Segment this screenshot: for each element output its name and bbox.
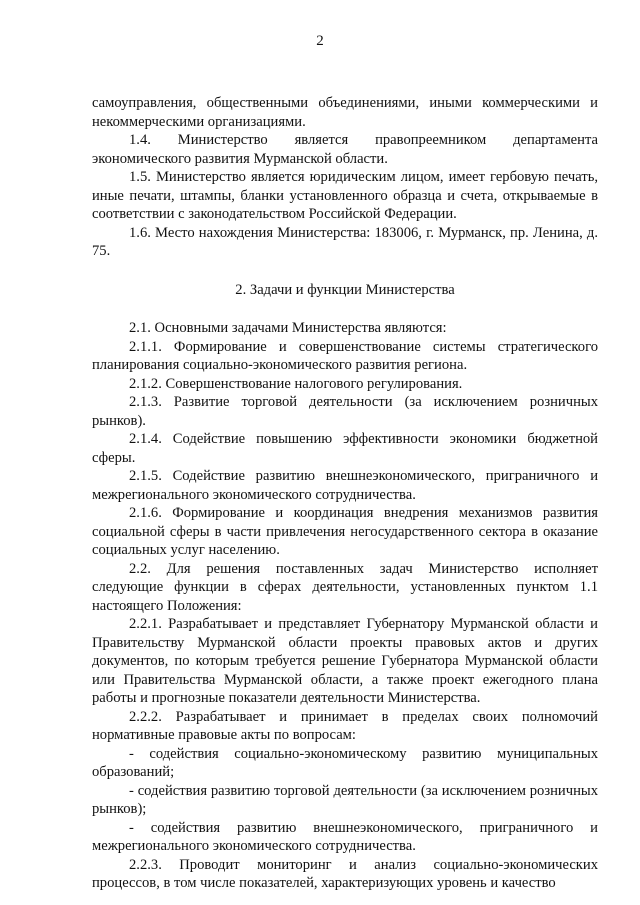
list-item-cooperation: - содействия развитию внешнеэкономического, приграничного и межрегионального экономического сотрудничества. (92, 819, 598, 854)
paragraph-2-1-6: 2.1.6. Формирование и координация внедрения механизмов развития социальной сферы в части привлечения негосударственного сектора в оказание социальных услуг населению. (92, 505, 598, 558)
paragraph-2-2-1: 2.2.1. Разрабатывает и представляет Губернатору Мурманской области и Правительству Мурманской области проекты правовых актов и других документов, по которым требуется решение Губернатора Мурманской области или Правительства Мурманской области, а также проект ежегодного плана работы и прогнозные показатели деятельности Министерства. (92, 616, 598, 706)
paragraph-2-1-2: 2.1.2. Совершенствование налогового регулирования. (129, 375, 463, 392)
paragraph-2-1-1: 2.1.1. Формирование и совершенствование системы стратегического планирования социально-экономического развития региона. (92, 338, 598, 373)
paragraph-1-5: 1.5. Министерство является юридическим лицом, имеет гербовую печать, иные печати, штампы, бланки установленного образца и счета, открываемые в соответствии с законодательством Российской Федерации. (92, 169, 598, 222)
paragraph-2-2: 2.2. Для решения поставленных задач Министерство исполняет следующие функции в сферах деятельности, установленных пунктом 1.1 настоящего Положения: (92, 560, 598, 614)
paragraph-2-2-2: 2.2.2. Разрабатывает и принимает в пределах своих полномочий нормативные правовые акты по вопросам: (92, 708, 598, 743)
paragraph-2-1-3: 2.1.3. Развитие торговой деятельности (за исключением розничных рынков). (92, 394, 598, 429)
document-body (92, 94, 598, 893)
page-number: 2 (316, 33, 324, 49)
paragraph-1-4: 1.4. Министерство является правопреемником департамента экономического развития Мурманской области. (92, 132, 598, 167)
list-item-trade: - содействия развитию торговой деятельности (за исключением розничных рынков); (92, 782, 598, 817)
paragraph-continuation: самоуправления, общественными объединениями, иными коммерческими и некоммерческими организациями. (92, 95, 598, 130)
paragraph-2-2-3: 2.2.3. Проводит мониторинг и анализ социально-экономических процессов, в том числе показателей, характеризующих уровень и качество (92, 856, 598, 891)
paragraph-1-6: 1.6. Место нахождения Министерства: 183006, г. Мурманск, пр. Ленина, д. 75. (92, 224, 598, 259)
paragraph-2-1-5: 2.1.5. Содействие развитию внешнеэкономического, приграничного и межрегионального экономического сотрудничества. (92, 468, 598, 503)
paragraph-2-1: 2.1. Основными задачами Министерства являются: (129, 320, 447, 336)
list-item-municipal: - содействия социально-экономическому развитию муниципальных образований; (92, 745, 598, 780)
paragraph-2-1-4: 2.1.4. Содействие повышению эффективности экономики бюджетной сферы. (92, 431, 598, 466)
section-heading: 2. Задачи и функции Министерства (235, 281, 455, 298)
